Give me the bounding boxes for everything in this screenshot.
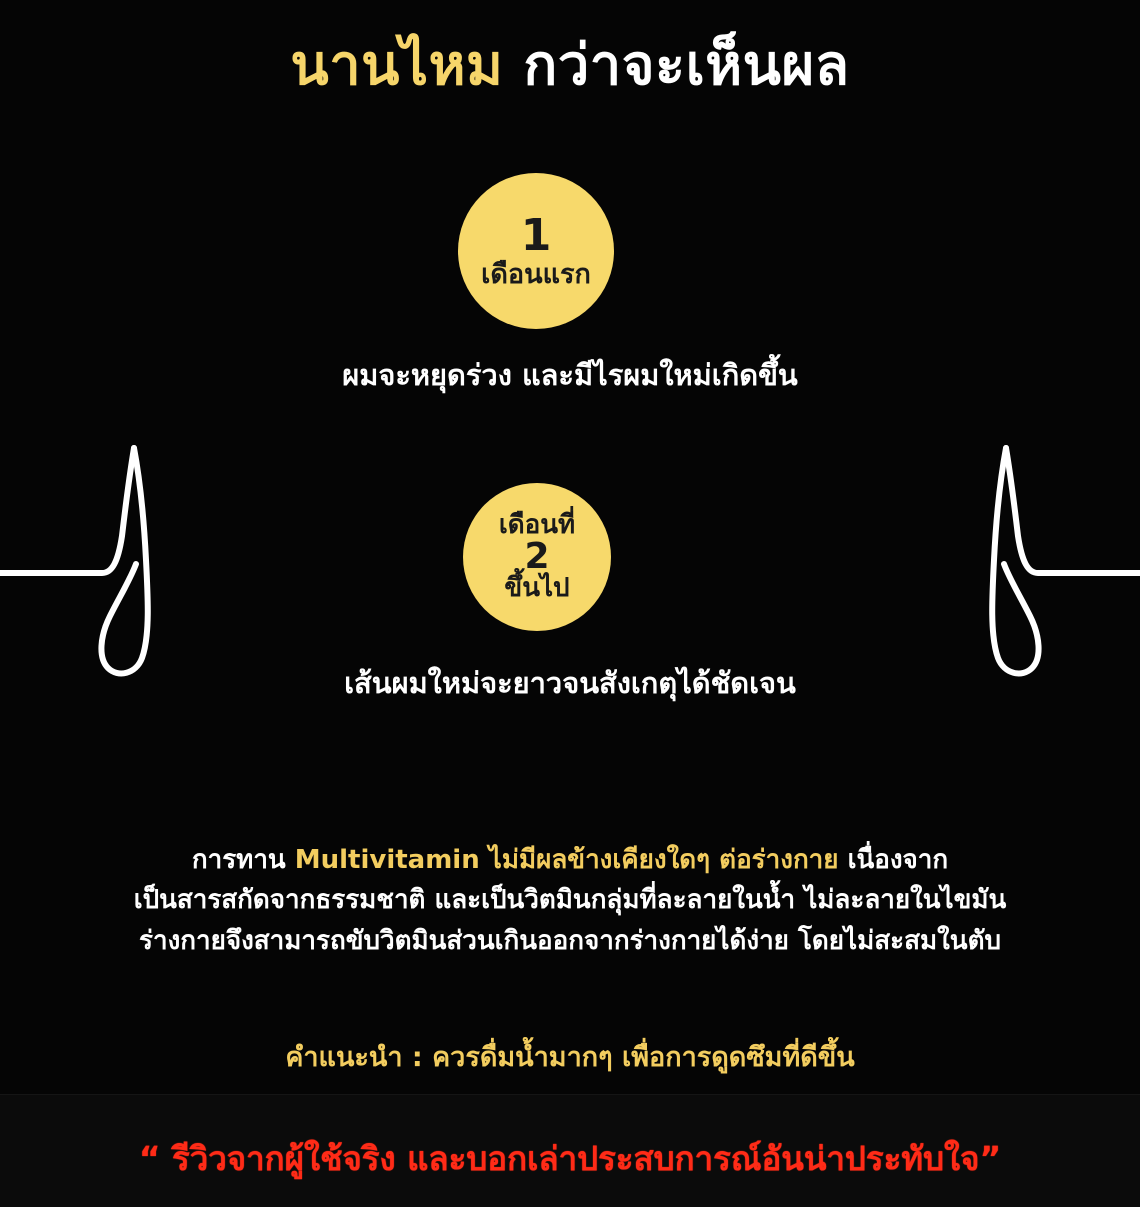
page-title-accent: นานไหม xyxy=(290,33,504,98)
body-line-1-post: เนื่องจาก xyxy=(838,845,949,875)
step-2-sublabel: ขึ้นไป xyxy=(504,573,570,603)
step-badge-2 xyxy=(463,483,611,631)
bottom-banner-text: “ รีวิวจากผู้ใช้จริง และบอกเล่าประสบการณ์อันน่าประทับใจ” xyxy=(138,1139,1002,1178)
body-line-1-emphasis: Multivitamin ไม่มีผลข้างเคียงใดๆ ต่อร่างกาย xyxy=(294,845,839,875)
step-1-number: 1 xyxy=(520,209,552,261)
body-line-2: เป็นสารสกัดจากธรรมชาติ และเป็นวิตมินกลุ่มที่ละลายในน้ำ ไม่ละลายในไขมัน xyxy=(133,885,1007,916)
step-1-sublabel: เดือนแรก xyxy=(481,258,591,290)
body-line-1-pre: การทาน xyxy=(191,845,295,875)
body-line-1 xyxy=(0,840,1140,880)
advice-text: คำแนะนำ : ควรดื่มน้ำมากๆ เพื่อการดูดซึมที่ดีขึ้น xyxy=(285,1042,855,1073)
step-2-toplabel: เดือนที่ xyxy=(498,509,576,540)
step-1-caption: ผมจะหยุดร่วง และมีไรผมใหม่เกิดขึ้น xyxy=(342,358,798,392)
step-2-number: 2 xyxy=(524,536,550,577)
body-line-3: ร่างกายจึงสามารถขับวิตมินส่วนเกินออกจากร่างกายได้ง่าย โดยไม่สะสมในตับ xyxy=(139,925,1001,956)
page-title xyxy=(0,34,1140,98)
body-paragraph xyxy=(0,840,1140,961)
page-title-main: กว่าจะเห็นผล xyxy=(523,33,850,98)
step-2-caption: เส้นผมใหม่จะยาวจนสังเกตุได้ชัดเจน xyxy=(344,666,796,700)
step-badge-1 xyxy=(458,173,614,329)
